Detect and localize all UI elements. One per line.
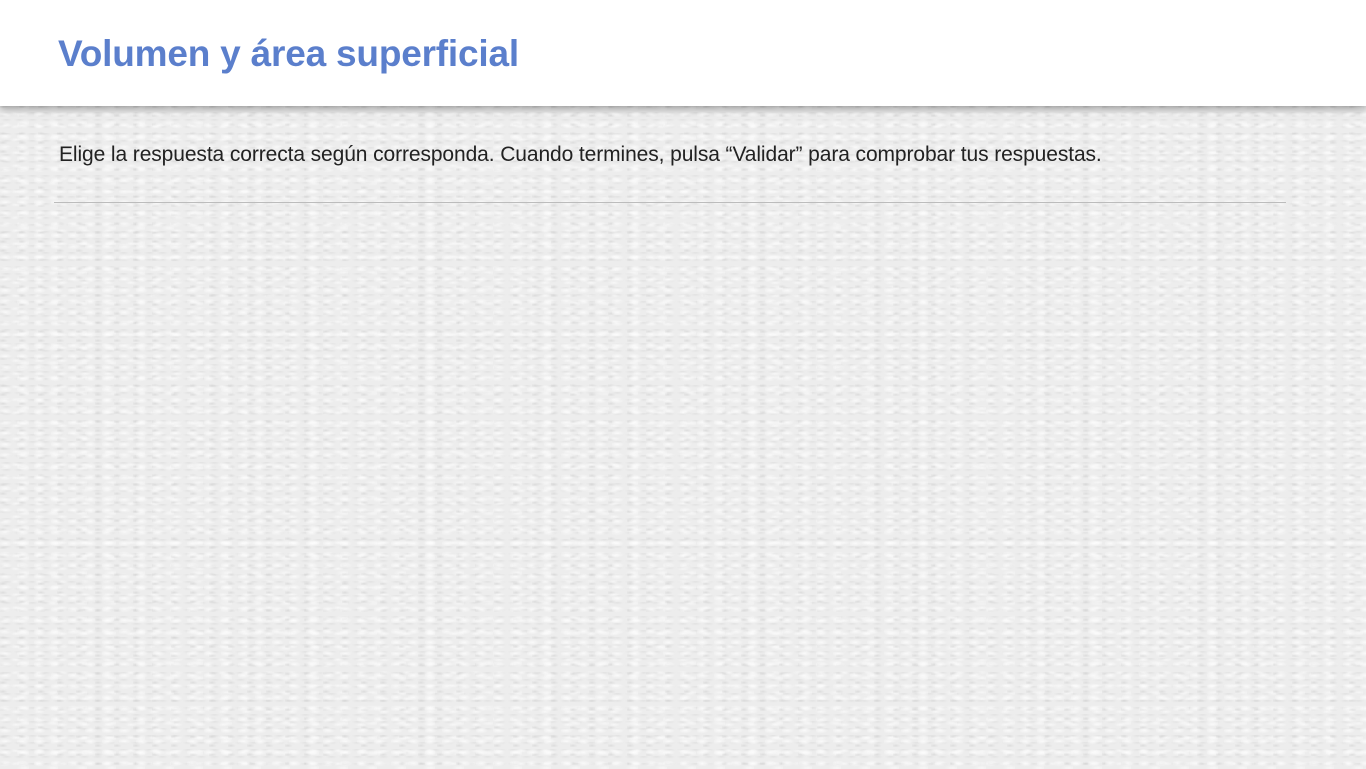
activity-content-area [54, 210, 1286, 750]
page-title: Volumen y área superficial [58, 33, 519, 74]
activity-instructions: Elige la respuesta correcta según corresponda. Cuando termines, pulsa “Validar” para comprobar tus respuestas. [59, 143, 1102, 166]
page-header [0, 0, 1366, 106]
instructions-divider [54, 202, 1286, 203]
